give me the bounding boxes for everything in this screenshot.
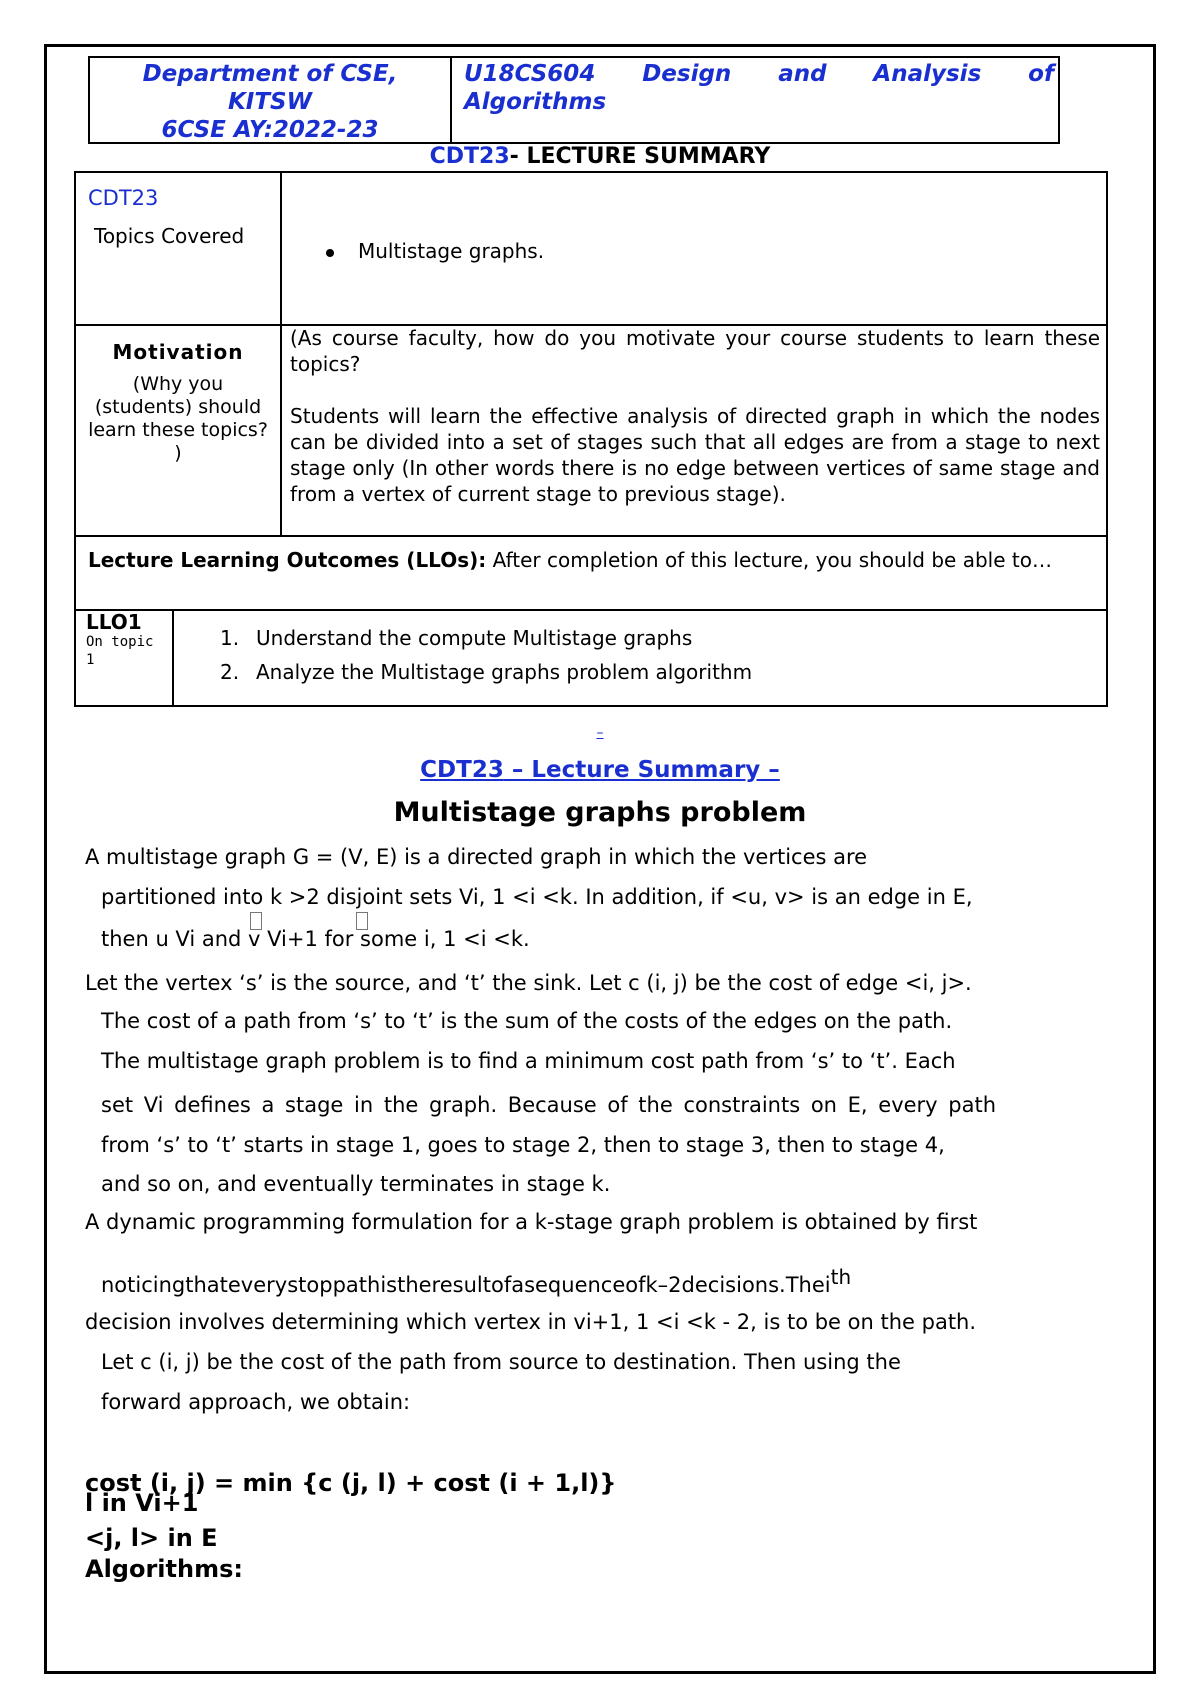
motivation-answer: Students will learn the effective analysis of directed graph in which the nodes can be divided into a set of stages such that all edges are from a stage to next stage only (In other words there is no edge between vertices of same stage and from a vertex of current stage to previous stage). [290,404,1100,506]
missing-glyph-icon [356,912,368,930]
formula-line3: <j, l> in E [85,1524,218,1552]
paragraph-1-line1: A multistage graph G = (V, E) is a directed graph in which the vertices are [85,845,868,869]
paragraph-3-line2-wrapper [101,1257,851,1305]
paragraph-2-line1: Let the vertex ‘s’ is the source, and ‘t’ the sink. Let c (i, j) be the cost of edge <i, j>. [85,971,972,995]
course-title-word: Analysis [873,61,982,87]
llo-item-text: Analyze the Multistage graphs problem algorithm [256,660,753,684]
paragraph-2-line3: The multistage graph problem is to find a minimum cost path from ‘s’ to ‘t’. Each [101,1049,956,1073]
lecture-code: CDT23 [420,757,504,783]
motivation-subtext: (Why you (students) should learn these topics? ) [88,373,268,464]
llo-item-number: 2. [220,660,240,684]
llo-intro [88,547,1100,573]
motivation-heading: Motivation [112,340,244,364]
paragraph-2-line4: set Vi defines a stage in the graph. Because of the constraints on E, every path [101,1093,997,1117]
department-info [90,58,452,142]
summary-title-text: - LECTURE SUMMARY [509,144,771,169]
paragraph-2-line5: from ‘s’ to ‘t’ starts in stage 1, goes to stage 2, then to stage 3, then to stage 4, [101,1133,945,1157]
missing-glyph-icon [250,912,262,930]
paragraph-2-line6: and so on, and eventually terminates in stage k. [101,1172,611,1196]
department-line: Department of CSE, [142,61,398,87]
topics-code: CDT23 [88,186,159,210]
llo-list [220,625,752,685]
institute-line: KITSW [227,89,312,115]
course-info [464,58,1054,116]
table-divider [76,535,1106,537]
llo-item [220,659,752,685]
paragraph-1-line2: partitioned into k >2 disjoint sets Vi, 1 <i <k. In addition, if <u, v> is an edge in E, [101,885,973,909]
llo-item [220,625,752,651]
paragraph-3-line5: forward approach, we obtain: [101,1390,411,1414]
paragraph-3-line4: Let c (i, j) be the cost of the path from source to destination. Then using the [101,1350,901,1374]
bullet-icon [326,249,334,257]
paragraph-2-line2: The cost of a path from ‘s’ to ‘t’ is the sum of the costs of the edges on the path. [101,1009,953,1033]
formula-line2: l in Vi+1 [85,1489,199,1517]
topics-label: Topics Covered [94,224,245,248]
separator-dash-text: – [596,725,604,741]
paragraph-1-line3: then u Vi and v Vi+1 for some i, 1 <i <k. [101,927,530,951]
table-divider [172,609,174,705]
course-title-word: of [1028,61,1054,87]
llo-label: LLO1 [86,610,142,634]
separator-dash [0,726,1200,740]
course-title-word: Design [642,61,732,87]
year-line: 6CSE AY:2022-23 [161,117,379,143]
summary-table [74,171,1108,707]
course-title-line2: Algorithms [464,89,607,115]
llo-item-number: 1. [220,626,240,650]
summary-title [0,144,1200,169]
topic-item: Multistage graphs. [358,239,545,263]
lecture-title: Multistage graphs problem [393,797,807,828]
llo-label-cell [86,611,170,669]
motivation-content [290,325,1100,507]
llo-sub: On topic 1 [86,634,154,668]
topics-list [326,238,544,264]
summary-code: CDT23 [429,144,510,169]
course-code: U18CS604 [464,61,596,87]
motivation-question: (As course faculty, how do you motivate your course students to learn these topics? [290,326,1100,376]
llo-intro-heading: Lecture Learning Outcomes (LLOs): [88,548,487,572]
paragraph-3-line1: A dynamic programming formulation for a k-stage graph problem is obtained by first [85,1210,978,1234]
course-header [88,56,1060,144]
lecture-summary-text: – Lecture Summary – [503,757,780,783]
course-title-word: and [778,61,827,87]
lecture-summary-heading [0,755,1200,785]
topics-label-cell [88,185,274,249]
paragraph-3-line2: noticingthateverystoppathistheresultofasequenceofk–2decisions.Thei [101,1273,831,1297]
paragraph-3-line3: decision involves determining which vertex in vi+1, 1 <i <k - 2, is to be on the path. [85,1310,977,1334]
llo-item-text: Understand the compute Multistage graphs [256,626,693,650]
llo-intro-text: After completion of this lecture, you should be able to… [486,548,1052,572]
table-divider [76,609,1106,611]
algorithms-label: Algorithms: [85,1555,243,1583]
formula-line1: cost (i, j) = min {c (j, l) + cost (i + 1,l)} [85,1469,617,1497]
table-divider [280,173,282,535]
superscript-th: th [830,1265,852,1289]
motivation-label-cell [76,339,280,465]
